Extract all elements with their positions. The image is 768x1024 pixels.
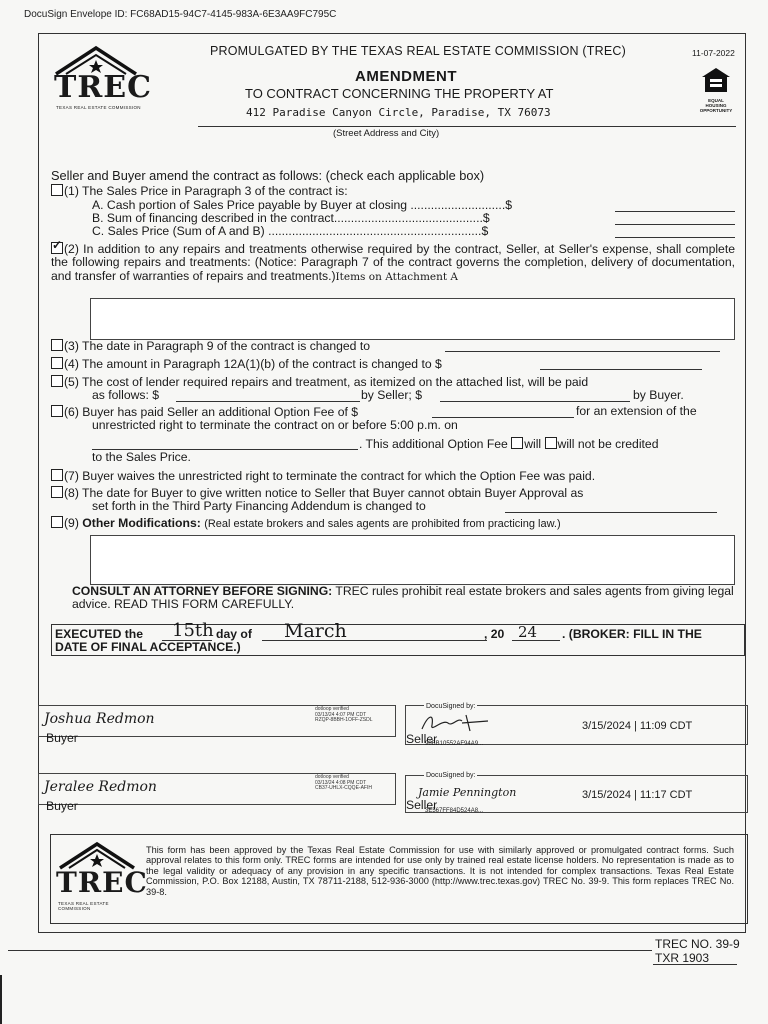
page-subtitle: TO CONTRACT CONCERNING THE PROPERTY AT xyxy=(245,86,554,101)
buyer-1-dotloop: dotloop verified 03/13/24 4:07 PM CDT RZQP-8BBH-1OFF-ZSDL xyxy=(315,706,373,723)
form-date: 11-07-2022 xyxy=(692,48,735,58)
item-3-checkbox[interactable] xyxy=(51,339,63,351)
buyer-2-label: Buyer xyxy=(46,799,78,813)
intro-text: Seller and Buyer amend the contract as follows: (check each applicable box) xyxy=(51,168,485,183)
trec-logo: TREC TEXAS REAL ESTATE COMMISSION xyxy=(50,44,142,112)
item-4-field[interactable] xyxy=(540,369,702,370)
buyer-2-dotloop: dotloop verified 03/13/24 4:08 PM CDT CB37-UHLX-CQQE-AFIH xyxy=(315,774,372,791)
item-8: (8) The date for Buyer to give written notice to Seller that Buyer cannot obtain Buyer Approval as xyxy=(51,486,583,500)
item-1c: C. Sales Price (Sum of A and B) ...............................................................$ xyxy=(92,224,489,238)
executed-day[interactable]: 15th xyxy=(172,620,214,641)
seller-1-label: Seller xyxy=(406,732,438,746)
buyer-1-signature: Joshua Redmon xyxy=(44,711,155,727)
executed-year[interactable]: 24 xyxy=(518,623,538,641)
item-8-field[interactable] xyxy=(505,512,717,513)
item-1: (1) The Sales Price in Paragraph 3 of the contract is: xyxy=(51,184,348,198)
item-1b: B. Sum of financing described in the contract............................................$ xyxy=(92,211,490,225)
item-6: (6) Buyer has paid Seller an additional Option Fee of $ xyxy=(51,405,358,419)
item-4: (4) The amount in Paragraph 12A(1)(b) of the contract is changed to $ xyxy=(51,357,442,371)
item-1c-field[interactable] xyxy=(615,237,735,238)
item-9-checkbox[interactable] xyxy=(51,516,63,528)
item-8-checkbox[interactable] xyxy=(51,486,63,498)
seller-2-label: Seller xyxy=(406,798,438,812)
item-3-field[interactable] xyxy=(445,351,720,352)
property-address[interactable]: 412 Paradise Canyon Circle, Paradise, TX 76073 xyxy=(246,106,551,119)
item-2-fill[interactable]: Items on Attachment A xyxy=(335,270,459,283)
item-6-will-checkbox[interactable] xyxy=(511,437,523,449)
bottom-rule xyxy=(8,950,652,951)
consult-attorney-notice: CONSULT AN ATTORNEY BEFORE SIGNING: TREC rules prohibit real estate brokers and sales agents from giving legal advice. READ THIS FORM CAREFULLY. xyxy=(72,584,734,612)
scan-edge xyxy=(0,975,2,1024)
seller-2-signature: Jamie Pennington xyxy=(418,786,517,799)
trec-form-number: TREC NO. 39-9 xyxy=(655,937,740,951)
item-6-checkbox[interactable] xyxy=(51,405,63,417)
item-7: (7) Buyer waives the unrestricted right to terminate the contract for which the Option Fee was paid. xyxy=(51,469,595,483)
seller-1-date: 3/15/2024 | 11:09 CDT xyxy=(582,720,693,732)
item-5-buyer-field[interactable] xyxy=(440,401,630,402)
item-1-checkbox[interactable] xyxy=(51,184,63,196)
item-3: (3) The date in Paragraph 9 of the contract is changed to xyxy=(51,339,370,353)
item-9: (9) Other Modifications: (Real estate brokers and sales agents are prohibited from practicing law.) xyxy=(51,516,561,531)
equal-housing-icon xyxy=(701,67,731,93)
footer-disclaimer: This form has been approved by the Texas Real Estate Commission for use with similarly approved or promulgated contract forms. Such approval relates to this form only. TREC forms are intended for use only by trained real estate license holders. No representation is made as to the legal validity or adequacy of any provision in any specific transactions. It is not intended for complex transactions. Texas Real Estate Commission, P.O. Box 12188, Austin, TX 78711-2188, 512-936-3000 (http://www.trec.texas.gov) TREC No. 39-9. This form replaces TREC No. 39-8. xyxy=(146,845,734,897)
item-5-seller-field[interactable] xyxy=(176,401,360,402)
item-2: ✓(2) In addition to any repairs and treatments otherwise required by the contract, Seller, at Seller's expense, shall complete the following repairs and treatments: (Notice: Paragraph 7 of the contract governs the completion, delivery of documentation, and transfer of warranties of repairs and treatments.)Items on Attachment A xyxy=(51,242,735,284)
footer-trec-logo: TREC TEXAS REAL ESTATE COMMISSION xyxy=(54,840,140,912)
item-5: (5) The cost of lender required repairs and treatment, as itemized on the attached list, will be paid xyxy=(51,375,588,389)
item-5-line2: as follows: $ xyxy=(92,388,160,402)
item-1b-field[interactable] xyxy=(615,224,735,225)
buyer-1-label: Buyer xyxy=(46,731,78,745)
item-1a: A. Cash portion of Sales Price payable by Buyer at closing ............................$ xyxy=(92,198,512,212)
item-4-checkbox[interactable] xyxy=(51,357,63,369)
item-6-will-not-checkbox[interactable] xyxy=(545,437,557,449)
item-2-checkbox[interactable] xyxy=(51,242,63,254)
promulgated-by: PROMULGATED BY THE TEXAS REAL ESTATE COMMISSION (TREC) xyxy=(210,44,626,58)
page-title: AMENDMENT xyxy=(355,68,457,85)
item-5-checkbox[interactable] xyxy=(51,375,63,387)
seller-2-date: 3/15/2024 | 11:17 CDT xyxy=(582,789,693,801)
equal-housing-logo: EQUAL HOUSING OPPORTUNITY xyxy=(695,67,737,113)
buyer-2-signature: Jeralee Redmon xyxy=(44,779,157,795)
envelope-id: DocuSign Envelope ID: FC68AD15-94C7-4145-983A-6E3AA9FC795C xyxy=(24,9,337,20)
item-1a-field[interactable] xyxy=(615,211,735,212)
item-2-textarea[interactable] xyxy=(90,298,735,340)
address-underline xyxy=(198,126,736,127)
executed-month[interactable]: March xyxy=(284,620,347,642)
txr-form-number: TXR 1903 xyxy=(655,951,710,965)
street-address-label: (Street Address and City) xyxy=(333,128,440,139)
item-9-textarea[interactable] xyxy=(90,535,735,585)
item-7-checkbox[interactable] xyxy=(51,469,63,481)
